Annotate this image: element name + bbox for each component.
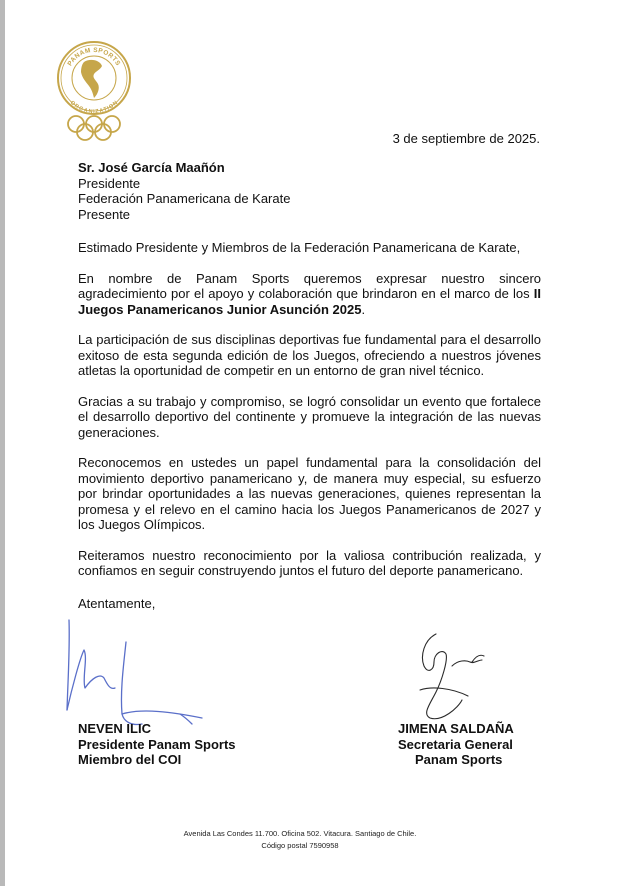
signer-right	[398, 721, 514, 768]
closing: Atentamente,	[78, 596, 156, 611]
olympic-rings-icon	[68, 116, 120, 140]
signer-right-title: Secretaria General	[398, 736, 513, 752]
addressee-title: Presidente	[78, 175, 141, 191]
signer-left-name: NEVEN ILIC	[78, 721, 151, 736]
event-name: II Juegos Panamericanos Junior Asunción 2025	[78, 286, 541, 317]
paragraph-1-text: En nombre de Panam Sports queremos expresar nuestro sincero agradecimiento por el apoyo y colaboración que brindaron en el marco de los	[78, 270, 541, 301]
paragraph-3: Gracias a su trabajo y compromiso, se logró consolidar un evento que fortalece el desarrollo deportivo del continente y promueve la integración de las nuevas generaciones.	[78, 393, 541, 440]
signer-left-title: Presidente Panam Sports	[78, 736, 236, 752]
paragraph-2: La participación de sus disciplinas deportivas fue fundamental para el desarrollo exitoso de esta segunda edición de los Juegos, ofreciendo a nuestros jóvenes atletas la oportunidad de competir en un entorno de gran nivel técnico.	[78, 332, 541, 378]
addressee-block	[78, 160, 290, 222]
signer-left-subtitle: Miembro del COI	[78, 752, 182, 767]
addressee-name: Sr. José García Maañón	[78, 160, 225, 175]
paragraph-5: Reiteramos nuestro reconocimiento por la valiosa contribución realizada, y confiamos en seguir construyendo juntos el futuro del deporte panamericano.	[78, 547, 541, 578]
logo-text-top: PANAM SPORTS	[66, 46, 122, 68]
page-edge	[0, 0, 5, 886]
signature-right	[412, 630, 494, 722]
panam-sports-logo	[56, 40, 132, 142]
signer-right-name: JIMENA SALDAÑA	[398, 721, 514, 736]
footer-address: Avenida Las Condes 11.700. Oficina 502. Vitacura. Santiago de Chile.	[183, 829, 417, 838]
signer-left	[78, 721, 236, 768]
logo-text-bottom: ORGANIZATION	[68, 99, 120, 116]
footer	[0, 828, 636, 852]
letter-body	[78, 240, 541, 594]
signature-left	[52, 618, 212, 736]
svg-text:ORGANIZATION	[69, 100, 119, 115]
paragraph-1	[78, 271, 541, 318]
paragraph-4: Reconocemos en ustedes un papel fundamental para la consolidación del movimiento deportivo panamericano y, de manera muy especial, su esfuerzo por brindar oportunidades a las nuevas generaciones, quienes representan la promesa y el relevo en el camino hacia los Juegos Panamericanos de 2027 y los Juegos Olímpicos.	[78, 455, 541, 532]
salutation: Estimado Presidente y Miembros de la Federación Panamericana de Karate,	[78, 240, 521, 255]
addressee-organization: Federación Panamericana de Karate	[78, 191, 291, 206]
letter-date: 3 de septiembre de 2025.	[392, 131, 540, 146]
footer-postal: Código postal 7590958	[261, 841, 339, 850]
addressee-presente: Presente	[78, 206, 131, 222]
signer-right-subtitle: Panam Sports	[415, 752, 503, 767]
paragraph-1-end: .	[361, 301, 366, 317]
